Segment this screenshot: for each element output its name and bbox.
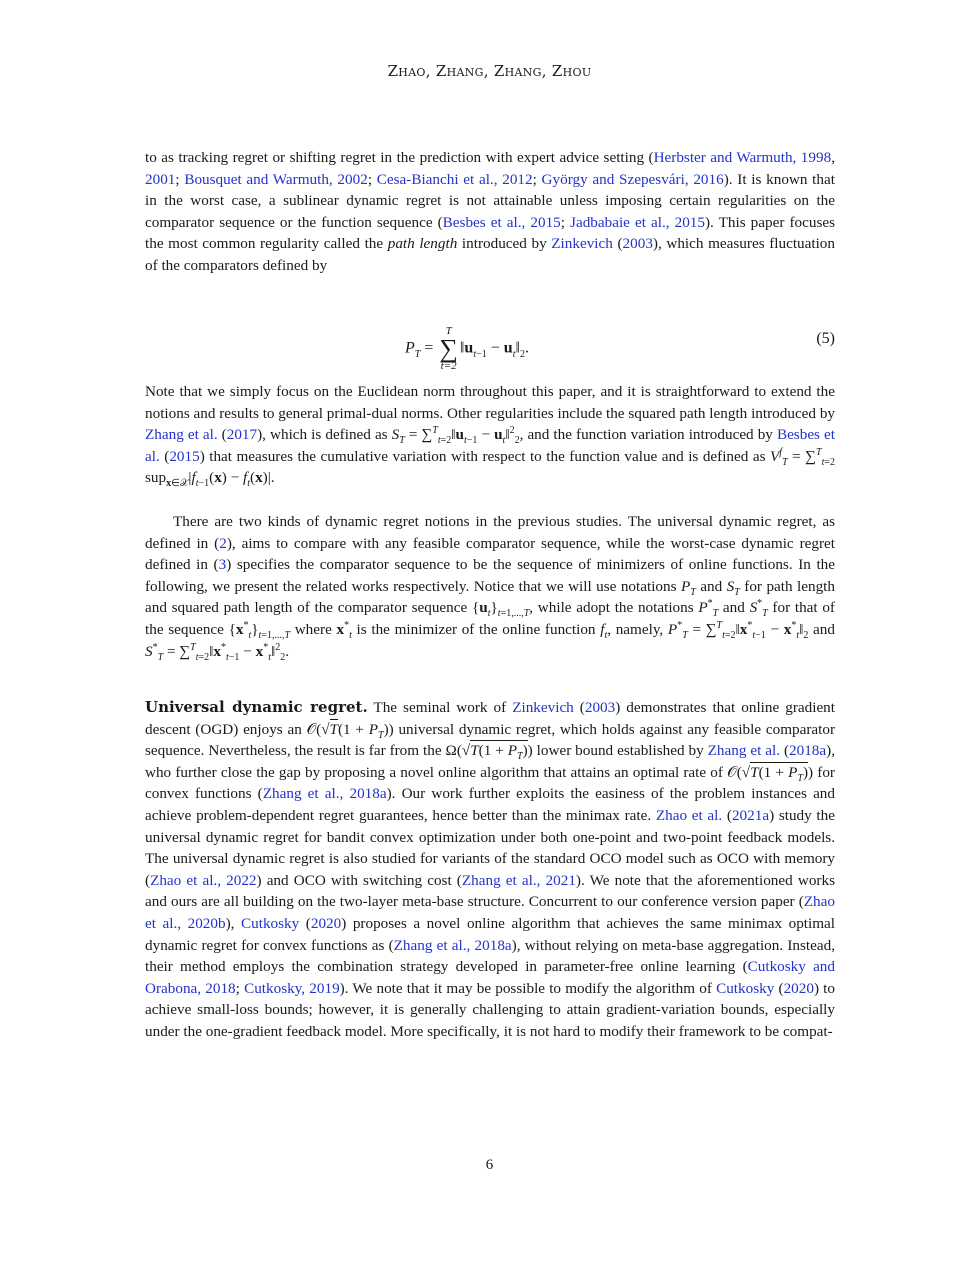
paragraph-regularities xyxy=(145,381,835,489)
sum-lower-limit: t=2 xyxy=(440,360,457,372)
text: Note that we simply focus on the Euclidean norm throughout this paper, and it is straightforward to extend the notions and results to general primal-dual norms. Other regularities include the squared path length introduced by xyxy=(145,383,836,422)
text: , namely, xyxy=(607,620,668,638)
text: ) that measures the cumulative variation with respect to the function value and is defined as xyxy=(199,447,770,465)
math: $S_T$ xyxy=(726,577,740,598)
text: ), xyxy=(225,914,241,932)
math: $P^*_T$ = $\sum^T_{t=2}‖x^*_{t-1}$ − $x^*_t‖_2$ xyxy=(667,619,809,641)
citation-link[interactable]: 2003 xyxy=(622,235,653,253)
text: ). It is known that in the worst case, a sublinear dynamic regret is not attainable unless imposing certain regularities on the comparator sequence or the function sequence ( xyxy=(145,170,835,231)
emphasis-path-length: path length xyxy=(387,235,458,253)
math-squared-path-length: $S_T$ = $\sum^T_{t=2}‖u_{t-1}$ − $u_t‖^2_2$ xyxy=(391,425,520,447)
paragraph-universal-dynamic-regret xyxy=(145,697,835,1043)
paragraph-tracking-regret xyxy=(145,147,835,277)
text: for convex functions ( xyxy=(145,763,835,803)
math: $P^*_T$ xyxy=(698,598,719,620)
equation-5 xyxy=(145,312,835,372)
running-header: Zhao, Zhang, Zhang, Zhou xyxy=(387,62,592,80)
text: The seminal work of xyxy=(367,699,513,716)
text: ( xyxy=(217,426,227,444)
text: ) to achieve small-loss bounds; however, it is generally challenging to attain gradient-variation bounds, especially under the one-gradient feedback model. More specifically, it is not hard to modify their framework to be compat- xyxy=(145,979,835,1040)
page-number: 6 xyxy=(485,1157,494,1173)
citation-link[interactable]: Zhao et al. xyxy=(655,806,723,824)
text: ), which is defined as xyxy=(257,426,392,444)
citation-link[interactable]: Zhang et al., 2018a xyxy=(262,785,387,803)
text: ; xyxy=(367,170,377,188)
text: ) proposes a novel online algorithm that achieves the same minimax optimal dynamic regret for convex functions as ( xyxy=(145,914,836,954)
text: ( xyxy=(774,979,784,997)
text: lower bound established by xyxy=(532,742,708,760)
math: $\{u_t\}_{t=1,...,T}$ xyxy=(471,599,530,620)
citation-link[interactable]: Zhang et al. xyxy=(707,742,781,760)
text: ; xyxy=(235,979,245,997)
text: ). This paper focuses the most common regularity called the xyxy=(145,213,836,253)
citation-link[interactable]: Zinkevich xyxy=(512,699,574,716)
math: $S^*_T$ xyxy=(749,598,768,620)
citation-link[interactable]: Cesa-Bianchi et al., 2012 xyxy=(376,170,533,188)
text: , while adopt the notations xyxy=(529,599,699,617)
text: ), without relying on meta-base aggregation. Instead, their method employs the combination strategy developed in parameter-free online learning ( xyxy=(145,936,835,976)
math: $\Omega(√T(1 + P_T))$ xyxy=(445,742,533,763)
summation: T ∑ t=2 xyxy=(439,325,458,372)
text: There are two kinds of dynamic regret notions in the previous studies. The universal dynamic regret, as defined in ( xyxy=(145,513,835,552)
citation-link[interactable]: 2020 xyxy=(783,979,814,997)
math: $f_t$ xyxy=(600,620,608,641)
citation-link[interactable]: 2015 xyxy=(169,447,200,465)
text: ). We note that it may be possible to modify the algorithm of xyxy=(339,979,717,997)
citation-link[interactable]: Zhang et al., 2018a xyxy=(393,936,512,954)
text: ; xyxy=(532,170,542,188)
citation-link[interactable]: 2017 xyxy=(226,426,258,444)
citation-link[interactable]: Besbes et al., 2015 xyxy=(442,213,561,231)
text: ) demonstrates that online gradient descent (OGD) enjoys an xyxy=(145,699,835,738)
citation-link[interactable]: Cutkosky xyxy=(241,914,300,932)
text: ) study the universal dynamic regret for bandit convex optimization under both one-point and two-point feedback models. The universal dynamic regret is also studied for variants of the standard OCO model such as OCO with memory ( xyxy=(145,806,835,889)
math: $P_T$ xyxy=(680,577,696,598)
math: $S^*_T$ = $\sum^T_{t=2}‖x^*_{t-1}$ − $x^*_t‖^2_2$. xyxy=(145,641,290,663)
text: ( xyxy=(159,447,170,465)
equation-link[interactable]: 3 xyxy=(218,556,227,574)
math-function-variation: $V^f_T = \sum^T_{t=2}$ $sup_{x\in 𝒳}|f_{t-1}(x) - f_t(x)|$. xyxy=(145,446,835,490)
text: universal dynamic regret, which holds against any feasible comparator sequence. Nevertheless, the result is far from the xyxy=(145,720,836,760)
text: ( xyxy=(722,806,732,824)
text: , xyxy=(831,149,835,166)
text: ). We note that the aforementioned works and ours are all building on the two-layer meta-base structure. Concurrent to our conference version paper ( xyxy=(145,871,835,911)
equation-body: $P_T$ = T ∑ t=2 $‖u_{t-1}$ − $u_t‖_2$. xyxy=(405,325,529,372)
math: $x^*_t$ xyxy=(336,619,352,641)
text: and xyxy=(718,599,750,617)
citation-link[interactable]: Cutkosky and Orabona, 2018 xyxy=(145,958,835,997)
math: 𝒪(√T(1 + $P_T$)) xyxy=(727,763,814,784)
text: ), which measures fluctuation of the comparators defined by xyxy=(145,235,835,274)
citation-link[interactable]: Bousquet and Warmuth, 2002 xyxy=(184,170,368,188)
equation-link[interactable]: 2 xyxy=(219,534,227,552)
text: introduced by xyxy=(457,235,552,253)
text: to as tracking regret or shifting regret in the prediction with expert advice setting ( xyxy=(145,149,654,166)
citation-link[interactable]: Besbes et al. xyxy=(145,426,835,465)
citation-link[interactable]: Zinkevich xyxy=(551,235,613,253)
citation-link[interactable]: 2003 xyxy=(584,699,616,716)
text: ( xyxy=(612,235,623,253)
text: ; xyxy=(560,213,571,231)
citation-link[interactable]: György and Szepesvári, 2016 xyxy=(541,170,724,188)
text: ), who further close the gap by proposing a novel online algorithm that attains an optimal rate of xyxy=(145,742,835,781)
text: ) specifies the comparator sequence to be the sequence of minimizers of online functions. In the following, we present the related works respectively. Notice that we will use notations xyxy=(145,556,835,595)
eq-lhs: P xyxy=(405,339,415,357)
eq-lhs-sub: T xyxy=(414,348,421,360)
citation-link[interactable]: Herbster and Warmuth, 1998 xyxy=(653,149,832,166)
text: for that of the sequence xyxy=(145,599,835,638)
citation-link[interactable]: 2018a xyxy=(789,742,827,760)
citation-link[interactable]: Zhao et al., 2022 xyxy=(150,871,257,889)
citation-link[interactable]: 2021a xyxy=(731,806,770,824)
citation-link[interactable]: 2020 xyxy=(310,914,342,932)
citation-link[interactable]: Cutkosky xyxy=(716,979,775,997)
text: ), aims to compare with any feasible comparator sequence, while the worst-case dynamic regret defined in ( xyxy=(145,534,835,574)
text: where xyxy=(290,620,337,638)
paragraph-regret-notions xyxy=(145,511,835,662)
citation-link[interactable]: 2001 xyxy=(145,170,176,188)
text: for path length and squared path length of the comparator sequence xyxy=(145,577,835,617)
text: , and the function variation introduced by xyxy=(519,426,777,444)
text: and xyxy=(808,620,835,638)
text: ( xyxy=(573,699,585,716)
sum-upper-limit: T xyxy=(445,325,452,337)
text: ). Our work further exploits the easiness of the problem instances and achieve problem-dependent regret guarantees, hence better than the minimax rate. xyxy=(145,785,835,824)
text: ( xyxy=(299,914,311,932)
section-run-in-heading: Universal dynamic regret. xyxy=(145,698,368,716)
math: $\{x^*_t\}_{t=1,...,T}$ xyxy=(228,619,291,641)
citation-link[interactable]: Zhang et al. xyxy=(145,426,218,444)
text: ) and OCO with switching cost ( xyxy=(256,871,462,889)
equation-number: (5) xyxy=(816,330,835,347)
text: and xyxy=(695,577,727,595)
citation-link[interactable]: Zhao et al., 2020b xyxy=(145,893,835,932)
citation-link[interactable]: Zhang et al., 2021 xyxy=(461,871,576,889)
citation-link[interactable]: Cutkosky, 2019 xyxy=(244,979,340,997)
citation-link[interactable]: Jadbabaie et al., 2015 xyxy=(570,213,705,231)
text: ; xyxy=(175,170,185,188)
text: ( xyxy=(780,742,790,760)
text: is the minimizer of the online function xyxy=(351,620,601,638)
math: 𝒪(√T(1 + $P_T$)) xyxy=(306,720,394,741)
